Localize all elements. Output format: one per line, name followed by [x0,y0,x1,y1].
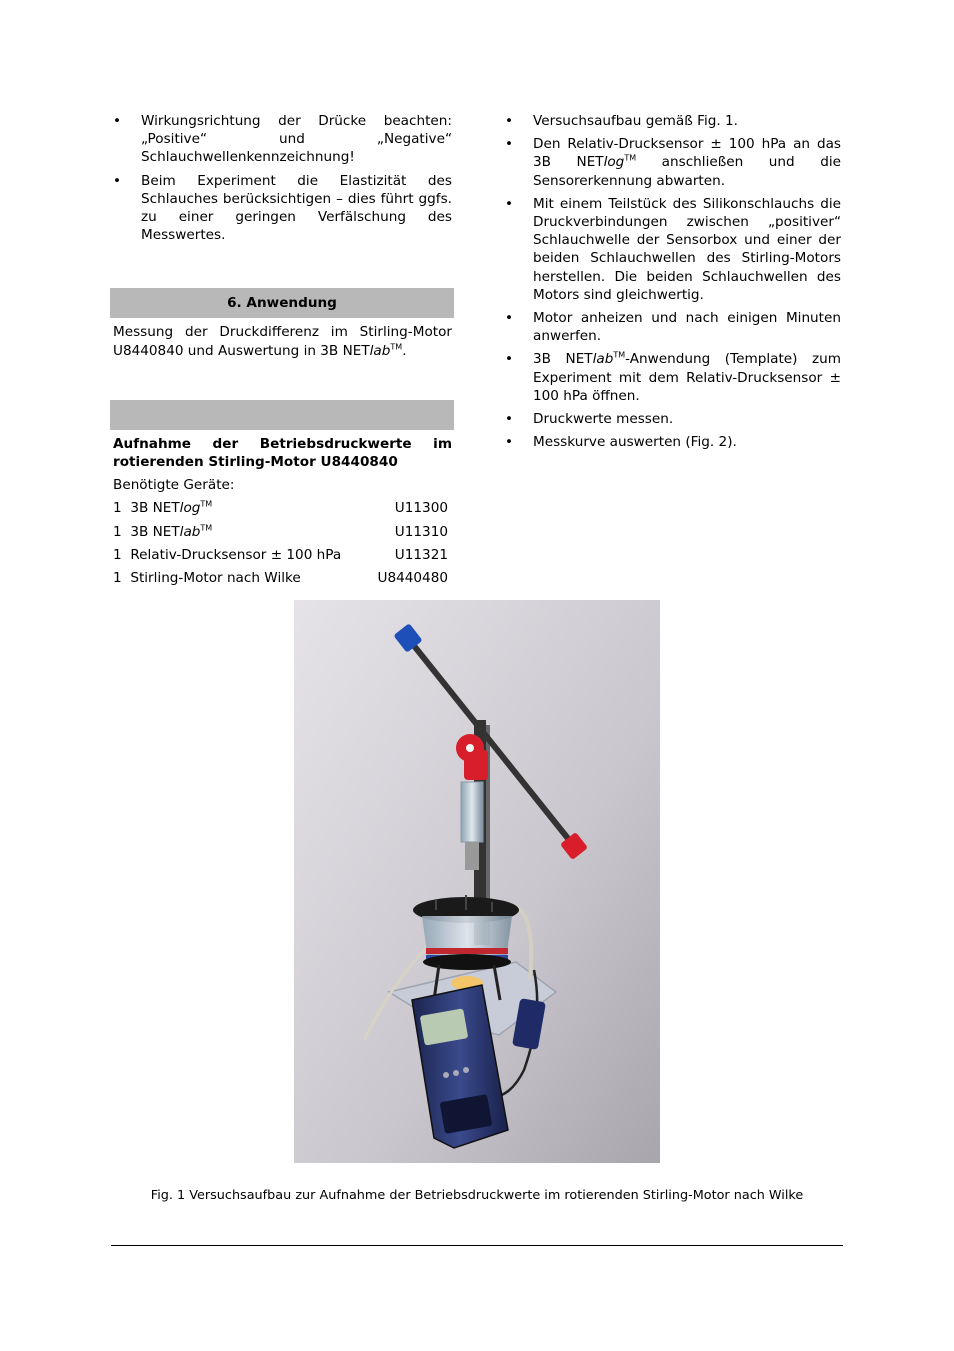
equipment-row: 1 3B NETlab™ U11310 [113,523,448,540]
equipment-row: 1 3B NETlog™ U11300 [113,499,448,517]
list-item: • Beim Experiment die Elastizität des Schlauches berücksichtigen – dies führt ggfs. zu einer geringen Verfälschung des Messwertes. [113,172,452,245]
list-item: • Versuchsaufbau gemäß Fig. 1. [505,112,841,130]
left-column [113,112,452,587]
section-text: Messung der Druckdifferenz im Stirling-Motor U8440840 und Auswertung in 3B NETlab™. [113,324,452,359]
section-heading: 6. Anwendung [110,288,454,318]
equipment-code: U11310 [394,523,448,540]
footer-rule [111,1245,843,1246]
list-item: • Wirkungsrichtung der Drücke beachten: „Positive“ und „Negative“ Schlauchwellenkennzeichnung! [113,112,452,167]
equipment-row: 1 Relativ-Drucksensor ± 100 hPa U11321 [113,546,448,563]
equipment-code: U11321 [394,546,448,563]
equipment-label: Benötigte Geräte: [113,477,235,494]
list-item: • Mit einem Teilstück des Silikonschlauchs die Druckverbindungen zwischen „positiver“ Schlauchwelle der Sensorbox und einer der beiden Schlauchwellen des Stirling-Motors herstellen. Die beiden Schlauchwellen des Motors sind gleichwertig. [505,195,841,304]
experiment-heading: Aufnahme der Betriebsdruckwerte im rotierenden Stirling-Motor U8440840 [113,435,452,471]
figure-caption: Fig. 1 Versuchsaufbau zur Aufnahme der Betriebsdruckwerte im rotierenden Stirling-Motor nach Wilke [150,1188,804,1203]
right-column [505,112,841,456]
list-item: • Druckwerte messen. [505,410,841,428]
equipment-code: U11300 [394,500,448,517]
instruction-list [113,112,452,244]
list-item: • Den Relativ-Drucksensor ± 100 hPa an das 3B NETlog™ anschließen und die Sensorerkennung abwarten. [505,135,841,190]
list-item: • Messkurve auswerten (Fig. 2). [505,433,841,451]
equipment-row: 1 Stirling-Motor nach Wilke U8440480 [113,570,448,587]
empty-section-bar [110,400,454,430]
equipment-code: U8440480 [377,570,448,587]
apparatus-photo [294,600,660,1163]
list-item: • 3B NETlab™-Anwendung (Template) zum Experiment mit dem Relativ-Drucksensor ± 100 hPa öffnen. [505,350,841,405]
list-item: • Motor anheizen und nach einigen Minuten anwerfen. [505,309,841,345]
procedure-list [505,112,841,451]
